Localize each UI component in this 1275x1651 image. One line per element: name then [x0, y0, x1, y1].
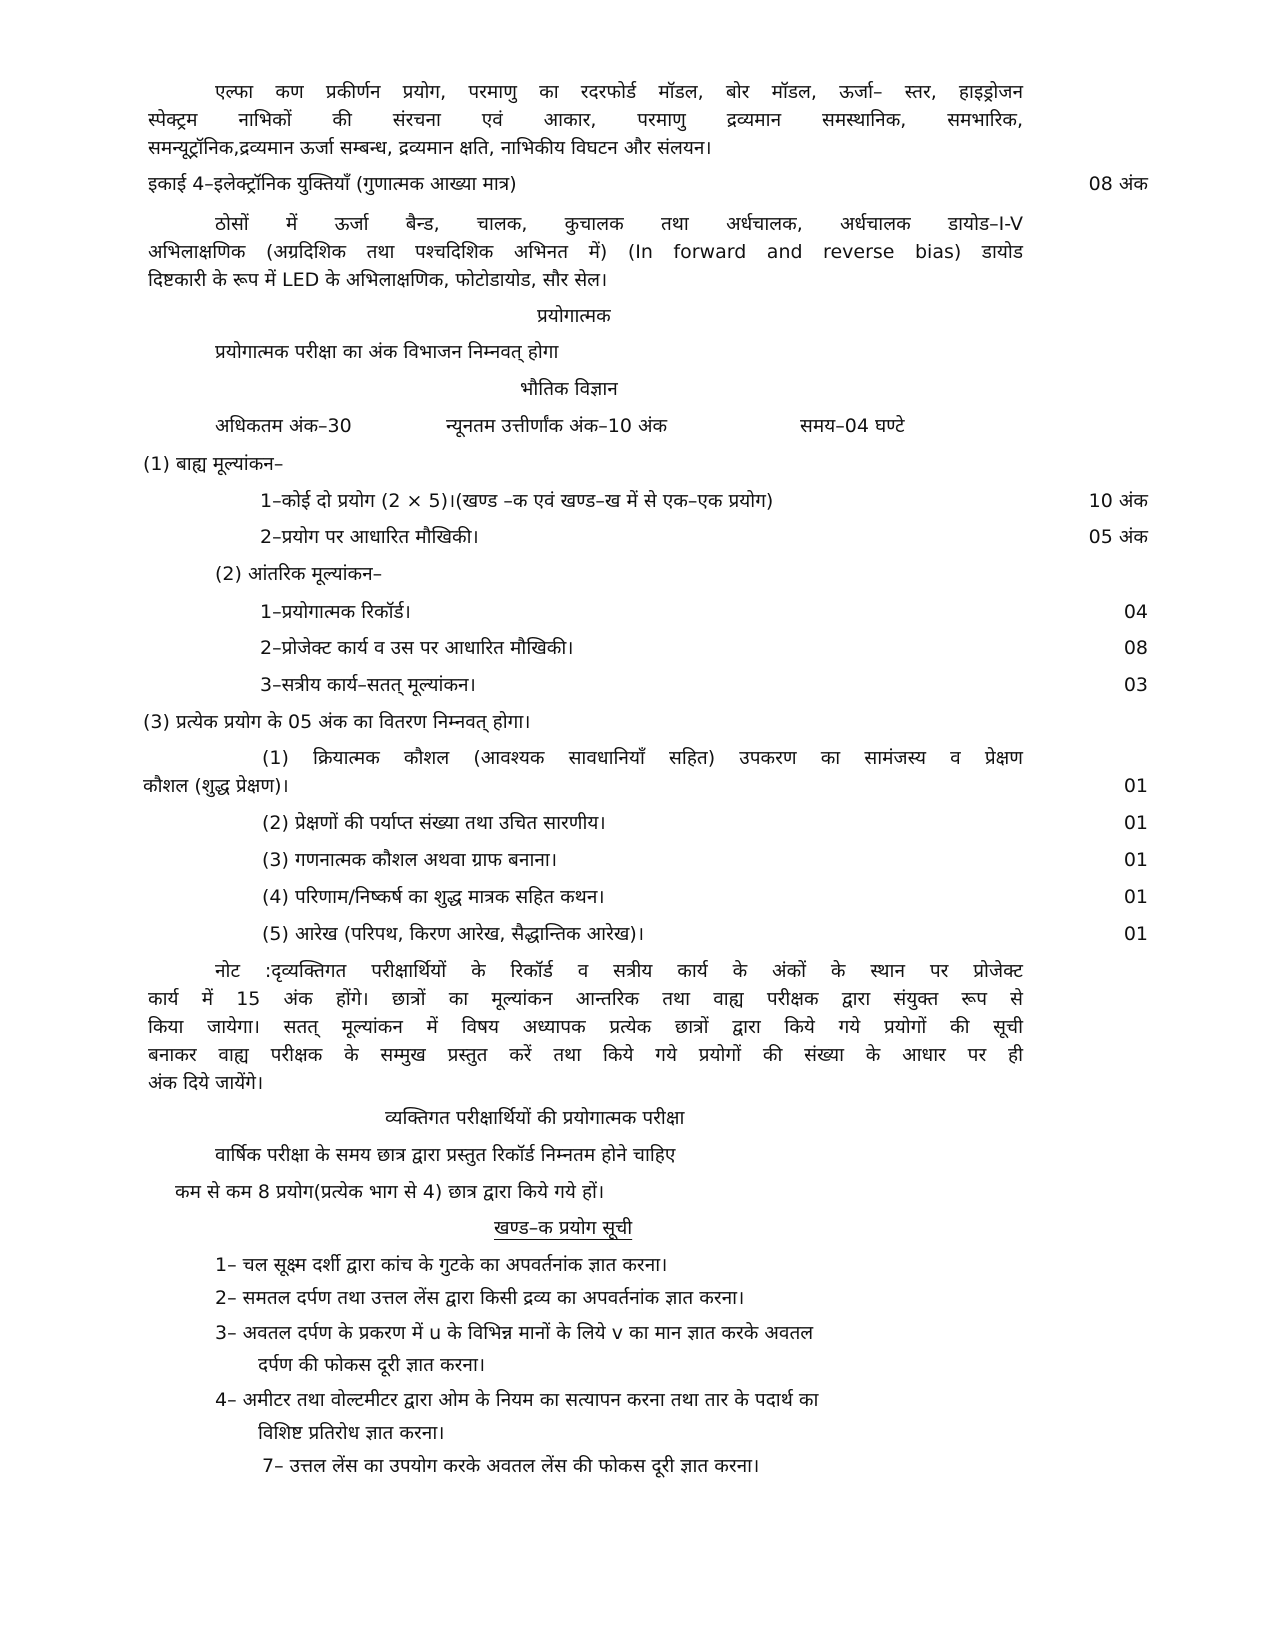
experiment-1: 1– चल सूक्ष्म दर्शी द्वारा कांच के गुटके का अपवर्तनांक ज्ञात करना। — [215, 1254, 668, 1276]
external-item-2: 2–प्रयोग पर आधारित मौखिकी। — [260, 526, 479, 548]
external-item-1-marks: 10 अंक — [1088, 490, 1148, 512]
para-nuclear-line-1: एल्फा कण प्रकीर्णन प्रयोग, परमाणु का रदरफोर्ड मॉडल, बोर मॉडल, ऊर्जा– स्तर, हाइड्रोजन — [215, 81, 1023, 103]
experiment-4-line-2: विशिष्ट प्रतिरोध ज्ञात करना। — [258, 1422, 445, 1444]
internal-item-1-marks: 04 — [1123, 601, 1148, 623]
para-electronics-line-1: ठोसों में ऊर्जा बैन्ड, चालक, कुचालक तथा अर्धचालक, अर्धचालक डायोड–I-V — [215, 213, 1023, 235]
private-line-1: वार्षिक परीक्षा के समय छात्र द्वारा प्रस्तुत रिकॉर्ड निम्नतम होने चाहिए — [215, 1144, 676, 1166]
distribution-title: (3) प्रत्येक प्रयोग के 05 अंक का वितरण निम्नवत् होगा। — [143, 711, 531, 733]
para-nuclear-line-3: समन्यूट्रॉनिक,द्रव्यमान ऊर्जा सम्बन्ध, द्रव्यमान क्षति, नाभिकीय विघटन और संलयन। — [148, 137, 712, 159]
distribution-item-3: (3) गणनात्मक कौशल अथवा ग्राफ बनाना। — [262, 849, 558, 871]
private-line-2: कम से कम 8 प्रयोग(प्रत्येक भाग से 4) छात्र द्वारा किये गये हों। — [175, 1181, 605, 1203]
internal-eval-title: (2) आंतरिक मूल्यांकन– — [215, 563, 383, 585]
external-item-2-marks: 05 अंक — [1088, 526, 1148, 548]
para-electronics-line-3: दिष्टकारी के रूप में LED के अभिलाक्षणिक, फोटोडायोड, सौर सेल। — [148, 269, 608, 291]
practical-intro: प्रयोगात्मक परीक्षा का अंक विभाजन निम्नवत् होगा — [215, 341, 559, 363]
external-item-1: 1–कोई दो प्रयोग (2 × 5)।(खण्ड –क एवं खण्ड–ख में से एक–एक प्रयोग) — [260, 490, 774, 512]
internal-item-3: 3–सत्रीय कार्य–सतत् मूल्यांकन। — [260, 674, 476, 696]
experiment-3-line-1: 3– अवतल दर्पण के प्रकरण में u के विभिन्न मानों के लिये v का मान ज्ञात करके अवतल — [215, 1322, 814, 1344]
distribution-item-5: (5) आरेख (परिपथ, किरण आरेख, सैद्धान्तिक आरेख)। — [262, 923, 645, 945]
unit4-marks: 08 अंक — [1088, 173, 1148, 195]
experiment-4-line-1: 4– अमीटर तथा वोल्टमीटर द्वारा ओम के नियम का सत्यापन करना तथा तार के पदार्थ का — [215, 1389, 819, 1411]
internal-item-2: 2–प्रोजेक्ट कार्य व उस पर आधारित मौखिकी। — [260, 637, 574, 659]
distribution-item-1-marks: 01 — [1123, 775, 1148, 797]
experiment-3-line-2: दर्पण की फोकस दूरी ज्ञात करना। — [258, 1354, 486, 1376]
para-nuclear-line-2: स्पेक्ट्रम नाभिकों की संरचना एवं आकार, परमाणु द्रव्यमान समस्थानिक, समभारिक, — [148, 109, 1023, 131]
internal-item-1: 1–प्रयोगात्मक रिकॉर्ड। — [260, 601, 411, 623]
section-a-heading: खण्ड–क प्रयोग सूची — [494, 1217, 633, 1239]
note-line-2: कार्य में 15 अंक होंगे। छात्रों का मूल्यांकन आन्तरिक तथा वाह्य परीक्षक द्वारा संयुक्त रूप से — [148, 988, 1023, 1010]
experiment-7: 7– उत्तल लेंस का उपयोग करके अवतल लेंस की फोकस दूरी ज्ञात करना। — [262, 1455, 760, 1477]
note-line-1: नोट :दृव्यक्तिगत परीक्षार्थियों के रिकॉर्ड व सत्रीय कार्य के अंकों के स्थान पर प्रोजेक्ट — [215, 960, 1023, 982]
note-line-4: बनाकर वाह्य परीक्षक के सम्मुख प्रस्तुत करें तथा किये गये प्रयोगों की संख्या के आधार पर ही — [148, 1044, 1023, 1066]
note-line-3: किया जायेगा। सतत् मूल्यांकन में विषय अध्यापक प्रत्येक छात्रों द्वारा किये गये प्रयोगों की सूची — [148, 1016, 1023, 1038]
distribution-item-1-line-2: कौशल (शुद्ध प्रेक्षण)। — [143, 775, 289, 797]
distribution-item-1-line-1: (1) क्रियात्मक कौशल (आवश्यक सावधानियाँ सहित) उपकरण का सामंजस्य व प्रेक्षण — [262, 747, 1023, 769]
practical-heading: प्रयोगात्मक — [537, 305, 611, 327]
exam-time: समय–04 घण्टे — [800, 415, 905, 437]
experiment-2: 2– समतल दर्पण तथा उत्तल लेंस द्वारा किसी द्रव्य का अपवर्तनांक ज्ञात करना। — [215, 1287, 745, 1309]
min-pass-marks: न्यूनतम उत्तीर्णांक अंक–10 अंक — [446, 415, 668, 437]
external-eval-title: (1) बाह्य मूल्यांकन– — [143, 453, 284, 475]
unit4-title: इकाई 4–इलेक्ट्रॉनिक युक्तियाँ (गुणात्मक आख्या मात्र) — [148, 173, 517, 195]
max-marks: अधिकतम अंक–30 — [215, 415, 352, 437]
distribution-item-4: (4) परिणाम/निष्कर्ष का शुद्ध मात्रक सहित कथन। — [262, 886, 605, 908]
distribution-item-3-marks: 01 — [1123, 849, 1148, 871]
internal-item-2-marks: 08 — [1123, 637, 1148, 659]
private-heading: व्यक्तिगत परीक्षार्थियों की प्रयोगात्मक परीक्षा — [385, 1107, 685, 1129]
distribution-item-5-marks: 01 — [1123, 923, 1148, 945]
distribution-item-2: (2) प्रेक्षणों की पर्याप्त संख्या तथा उचित सारणीय। — [262, 812, 606, 834]
para-electronics-line-2: अभिलाक्षणिक (अग्रदिशिक तथा पश्चदिशिक अभिनत में) (In forward and reverse bias) डायोड — [148, 241, 1023, 263]
distribution-item-2-marks: 01 — [1123, 812, 1148, 834]
distribution-item-4-marks: 01 — [1123, 886, 1148, 908]
internal-item-3-marks: 03 — [1123, 674, 1148, 696]
note-line-5: अंक दिये जायेंगे। — [148, 1072, 264, 1094]
subject-heading: भौतिक विज्ञान — [520, 378, 618, 400]
